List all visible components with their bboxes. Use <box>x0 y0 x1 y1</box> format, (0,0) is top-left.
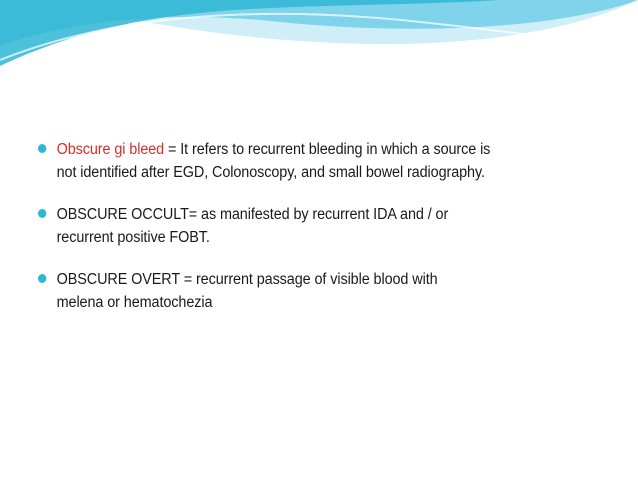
bullet-obscure-overt <box>38 268 615 314</box>
term-obscure-gi-bleed: Obscure gi bleed <box>56 141 165 158</box>
bullet-obscure-occult <box>38 203 615 249</box>
bullet-list <box>38 138 608 314</box>
header-wave-decoration <box>0 0 638 80</box>
bullet-dot-icon <box>38 144 46 153</box>
bullet-dot-icon <box>38 209 46 218</box>
bullet-text-line2: melena or hematochezia <box>56 294 213 311</box>
bullet-text: = It refers to recurrent bleeding in which a source is <box>164 141 491 158</box>
bullet-text: OBSCURE OCCULT= as manifested by recurrent IDA and / or <box>56 206 449 223</box>
bullet-text-line2: not identified after EGD, Colonoscopy, and small bowel radiography. <box>56 164 485 181</box>
bullet-text: OBSCURE OVERT = recurrent passage of visible blood with <box>56 271 438 288</box>
bullet-obscure-gi-bleed <box>38 138 615 184</box>
bullet-dot-icon <box>38 274 46 283</box>
bullet-text-line2: recurrent positive FOBT. <box>56 229 210 246</box>
